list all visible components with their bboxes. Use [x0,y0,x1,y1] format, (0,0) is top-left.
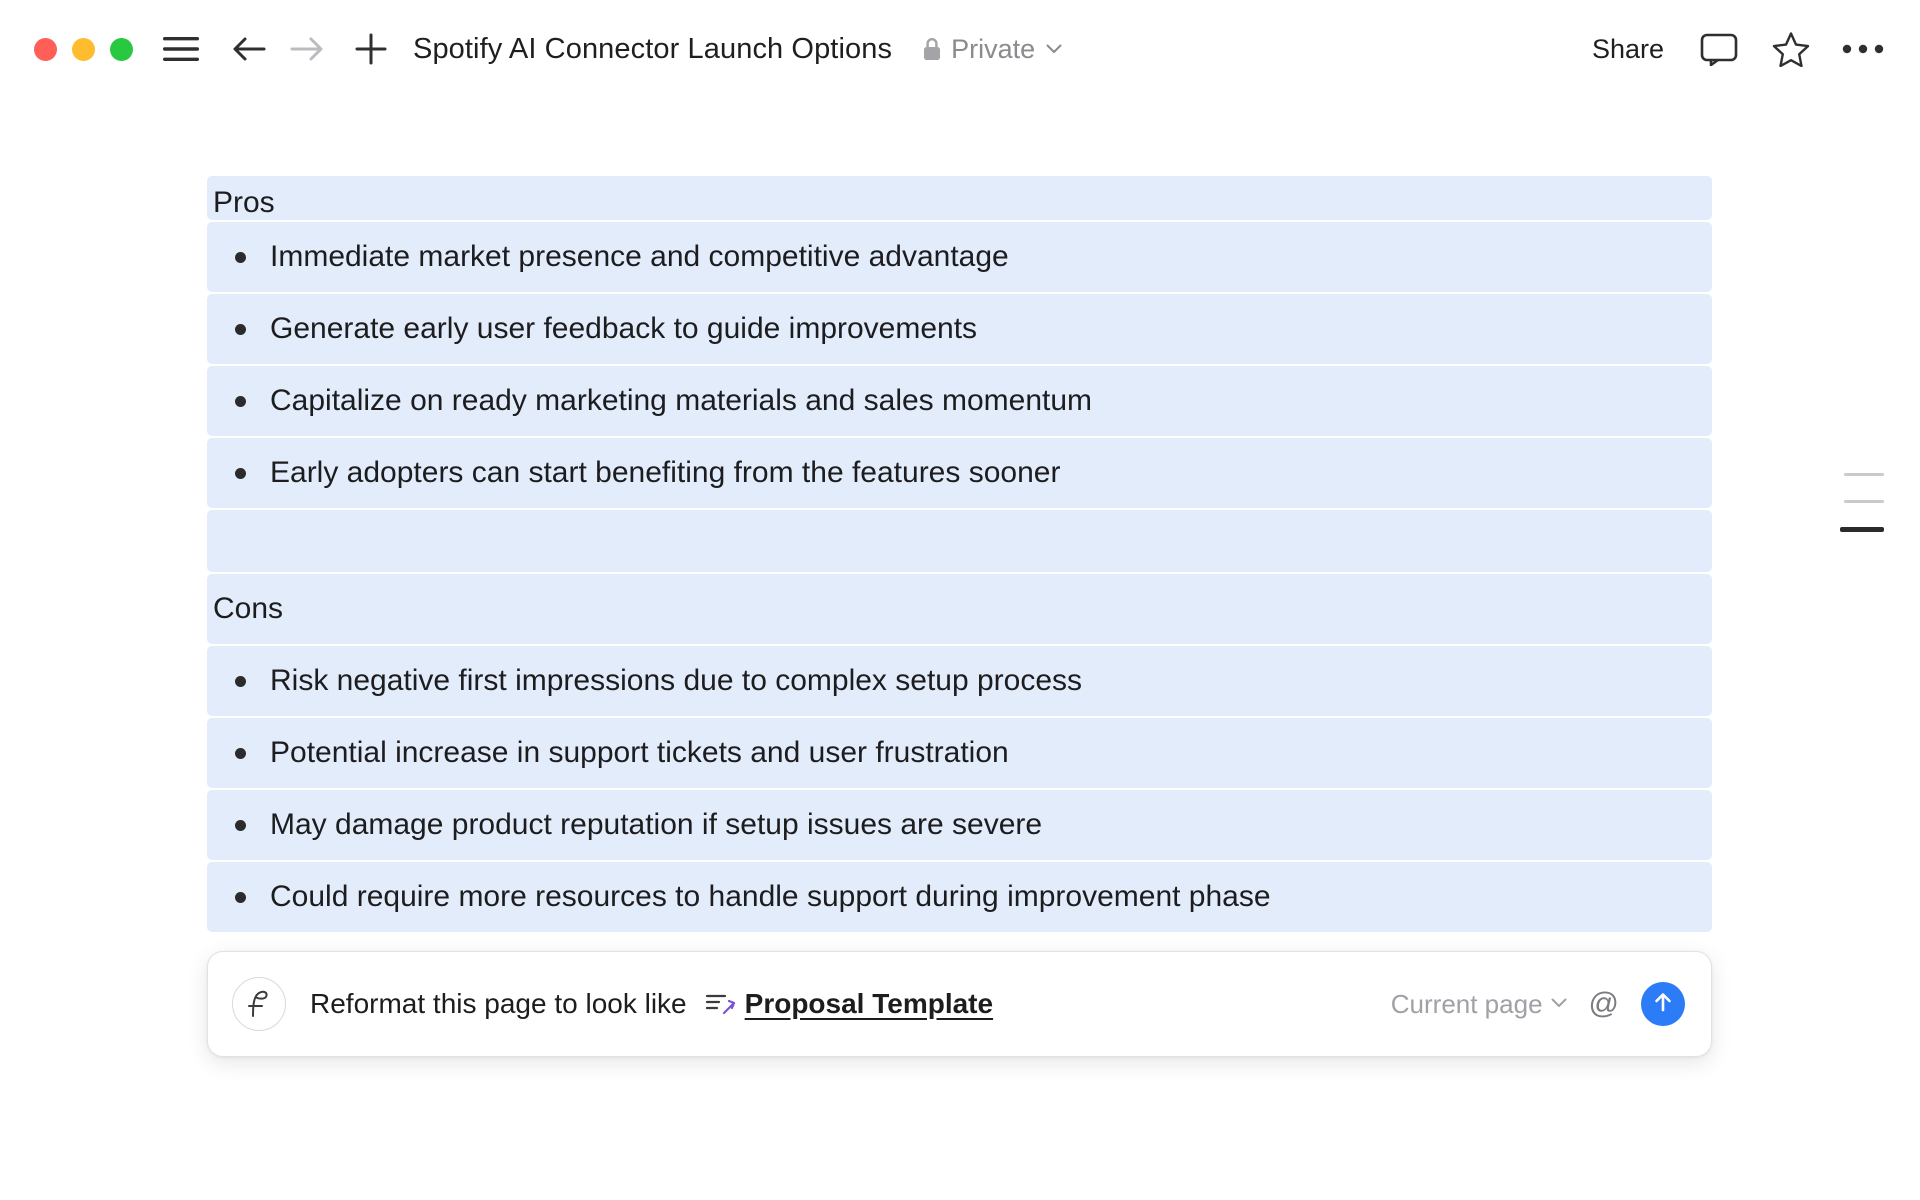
list-item-text: Could require more resources to handle support during improvement phase [270,880,1271,914]
bullet-icon [235,468,246,479]
template-link[interactable]: Proposal Template [744,988,994,1019]
arrow-right-icon[interactable] [285,27,329,71]
hamburger-icon[interactable] [159,27,203,71]
bullet-icon [235,252,246,263]
ai-assistant-icon [232,977,286,1031]
comment-icon[interactable] [1696,26,1742,72]
close-window-button[interactable] [34,38,57,61]
list-item[interactable] [207,718,1712,788]
empty-block[interactable] [207,510,1712,572]
ellipsis-icon[interactable] [1840,26,1886,72]
outline-rail-tick-active[interactable] [1840,527,1884,532]
list-item[interactable] [207,366,1712,436]
chevron-down-icon [1046,39,1062,59]
list-item[interactable] [207,646,1712,716]
arrow-up-icon [1652,990,1674,1019]
ai-prompt-bar[interactable] [207,951,1712,1057]
mention-icon[interactable]: @ [1588,987,1619,1020]
bullet-icon [235,676,246,687]
scope-label: Current page [1390,988,1543,1019]
page-title[interactable]: Spotify AI Connector Launch Options [413,32,893,65]
bullet-icon [235,324,246,335]
list-item[interactable] [207,222,1712,292]
share-button[interactable]: Share [1591,33,1664,64]
ai-prompt-label: Reformat this page to look like [310,988,687,1019]
template-icon [705,991,735,1017]
minimize-window-button[interactable] [72,38,95,61]
list-item-text: May damage product reputation if setup issues are severe [270,808,1043,842]
bullet-icon [235,820,246,831]
heading-block-cons[interactable] [207,574,1712,644]
bullet-icon [235,892,246,903]
list-item-text: Generate early user feedback to guide improvements [270,312,978,346]
ai-prompt-text [310,988,993,1020]
list-item[interactable] [207,790,1712,860]
list-item-text: Immediate market presence and competitive advantage [270,240,1009,274]
plus-icon[interactable] [349,27,393,71]
list-item[interactable] [207,862,1712,932]
ai-bar-actions [1391,982,1685,1026]
scope-selector[interactable] [1391,989,1567,1020]
zoom-window-button[interactable] [110,38,133,61]
heading-text: Cons [213,592,284,625]
list-item[interactable] [207,294,1712,364]
window-controls [34,38,133,61]
lock-icon [922,36,942,62]
list-item-text: Risk negative first impressions due to complex setup process [270,664,1083,698]
titlebar-actions [1586,26,1886,72]
title-bar [0,0,1920,98]
outline-rail[interactable] [1838,473,1884,532]
privacy-selector[interactable] [922,34,1062,65]
list-item-text: Potential increase in support tickets and user frustration [270,736,1009,770]
privacy-label: Private [951,33,1036,64]
star-icon[interactable] [1768,26,1814,72]
outline-rail-tick[interactable] [1844,473,1884,476]
list-item-text: Capitalize on ready marketing materials and sales momentum [270,384,1093,418]
chevron-down-icon [1551,995,1567,1013]
outline-rail-tick[interactable] [1844,500,1884,503]
bullet-icon [235,396,246,407]
heading-block-pros[interactable] [207,176,1712,220]
list-item[interactable] [207,438,1712,508]
arrow-left-icon[interactable] [227,27,271,71]
list-item-text: Early adopters can start benefiting from the features sooner [270,456,1061,490]
send-button[interactable] [1641,982,1685,1026]
document-blocks [207,176,1712,934]
bullet-icon [235,748,246,759]
heading-text: Pros [213,186,275,219]
